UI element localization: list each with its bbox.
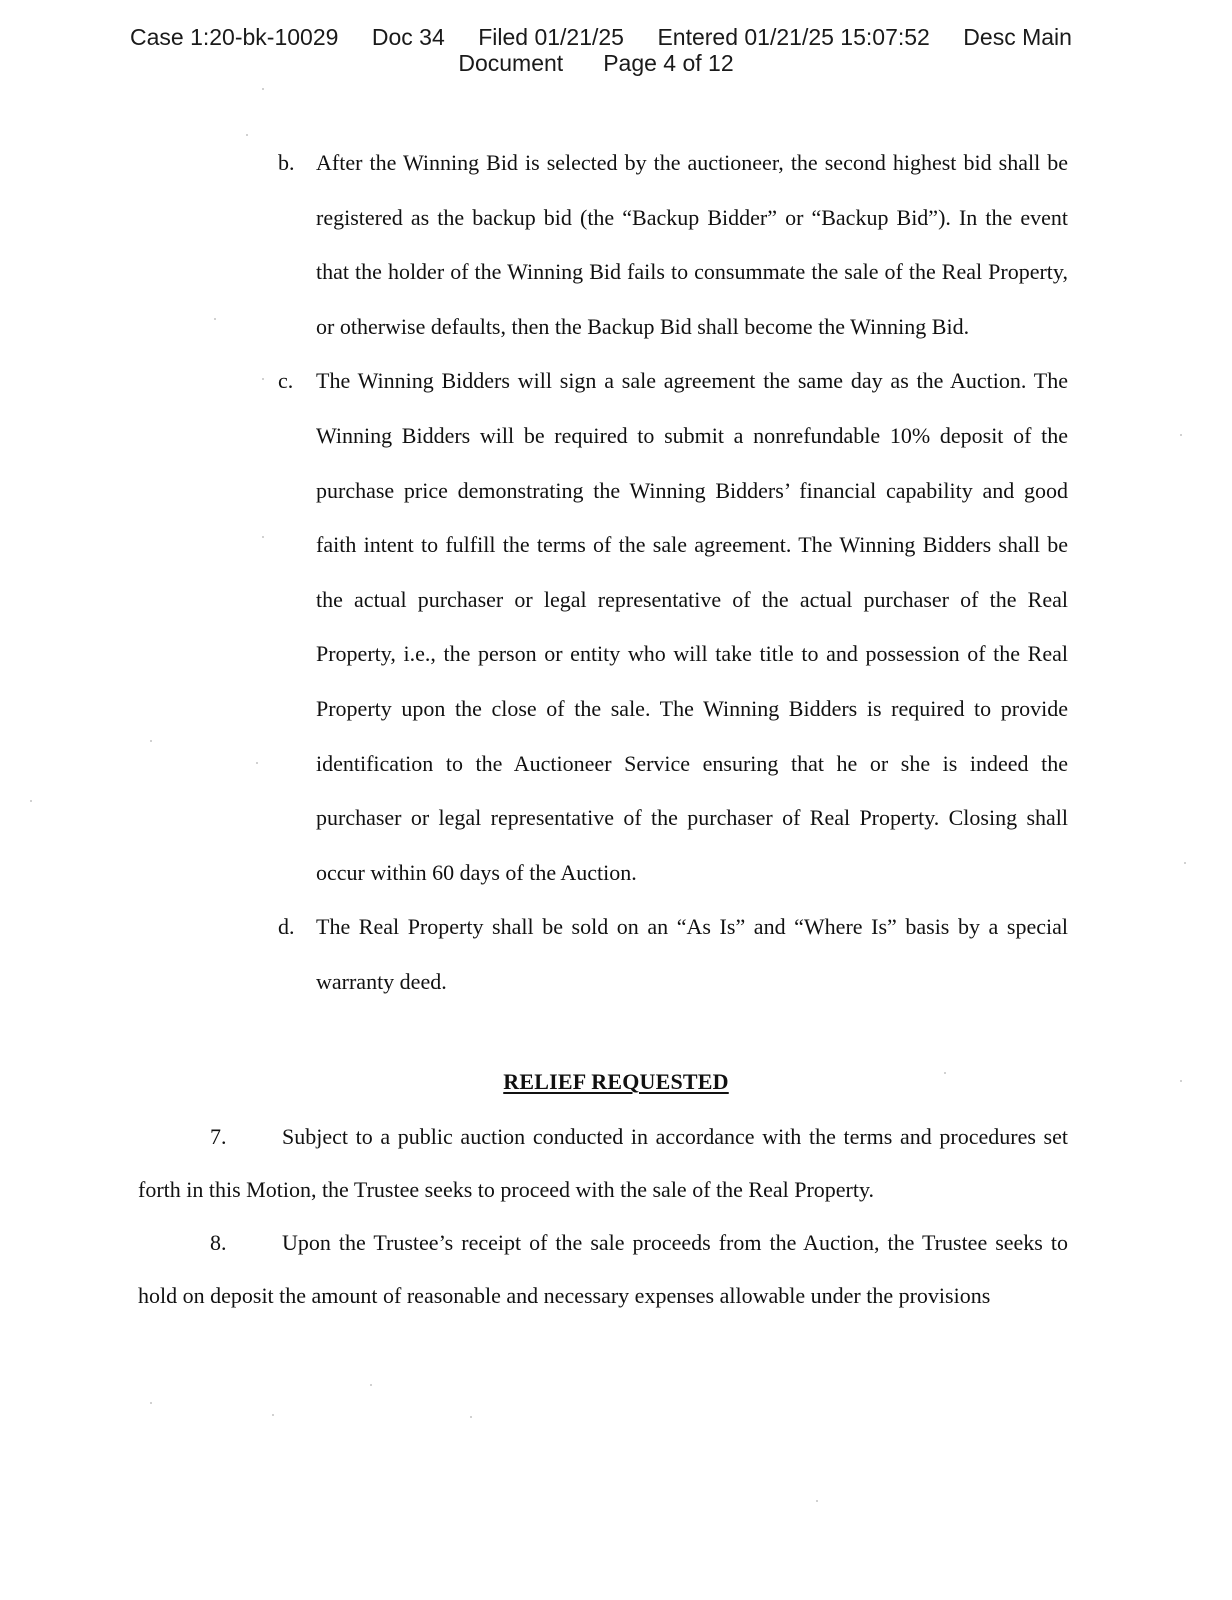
document-label: Document — [458, 50, 564, 76]
list-item-text: After the Winning Bid is selected by the auctioneer, the second highest bid shall be registered as the backup bid (the “Backup Bidder” or “Backup Bid”). In the event that the holder of the Winning Bid fails to consummate the sale of the Real Property, or otherwise defaults, then the Backup Bid shall become the Winning Bid. — [316, 150, 1068, 339]
scan-speck — [272, 1414, 274, 1416]
scan-speck — [816, 1500, 818, 1502]
section-heading-text: RELIEF REQUESTED — [503, 1069, 729, 1094]
filing-header-line-1 — [130, 24, 1072, 50]
scan-speck — [256, 762, 258, 764]
list-item — [278, 136, 1068, 354]
filing-header-stamp — [130, 24, 1072, 76]
section-heading — [0, 1066, 1232, 1098]
scan-speck — [262, 378, 264, 380]
paragraph-text: Subject to a public auction conducted in accordance with the terms and procedures set forth in this Motion, the Trustee seeks to proceed with the sale of the Real Property. — [138, 1124, 1068, 1202]
case-number: Case 1:20-bk-10029 — [130, 24, 339, 50]
list-item — [278, 900, 1068, 1009]
list-item-letter: d. — [278, 914, 295, 940]
scan-speck — [944, 1072, 946, 1074]
scan-speck — [1180, 1080, 1182, 1082]
paragraph-number: 8. — [210, 1230, 227, 1255]
filed-date: Filed 01/21/25 — [478, 24, 624, 50]
scan-speck — [1180, 434, 1182, 436]
scan-speck — [246, 134, 248, 136]
scan-speck — [30, 800, 32, 802]
paragraph-number: 7. — [210, 1124, 227, 1149]
scan-speck — [470, 1416, 472, 1418]
list-item-letter: b. — [278, 150, 295, 175]
scan-speck — [262, 536, 264, 538]
doc-number: Doc 34 — [371, 24, 445, 50]
entered-date: Entered 01/21/25 15:07:52 — [657, 24, 930, 50]
page-indicator: Page 4 of 12 — [603, 50, 734, 76]
scan-speck — [150, 740, 152, 742]
list-item-text: The Winning Bidders will sign a sale agreement the same day as the Auction. The Winning Bidders will be required to submit a nonrefundable 10% deposit of the purchase price demonstrating the Winning Bidders’ financial capability and good faith intent to fulfill the terms of the sale agreement. The Winning Bidders shall be the actual purchaser or legal representative of the actual purchaser of the Real Property, i.e., the person or entity who will take title to and possession of the Real Property upon the close of the sale. The Winning Bidders is required to provide identification to the Auctioneer Service ensuring that he or she is indeed the purchaser or legal representative of the purchaser of Real Property. Closing shall occur within 60 days of the Auction. — [316, 368, 1068, 885]
scan-speck — [214, 318, 216, 320]
lettered-list — [278, 136, 1068, 1010]
numbered-paragraph — [138, 1216, 1068, 1322]
paragraph-text: Upon the Trustee’s receipt of the sale proceeds from the Auction, the Trustee seeks to hold on deposit the amount of reasonable and necessary expenses allowable under the provisions — [138, 1230, 1068, 1308]
desc-main: Desc Main — [963, 24, 1072, 50]
list-item — [278, 354, 1068, 900]
list-item-text: The Real Property shall be sold on an “As Is” and “Where Is” basis by a special warranty deed. — [316, 914, 1068, 994]
scan-speck — [262, 88, 264, 90]
scan-speck — [150, 1402, 152, 1404]
list-item-letter: c. — [278, 368, 294, 394]
scan-speck — [1184, 862, 1186, 864]
scan-speck — [370, 1384, 372, 1386]
filing-header-line-2 — [120, 50, 1072, 76]
numbered-paragraph — [138, 1110, 1068, 1216]
